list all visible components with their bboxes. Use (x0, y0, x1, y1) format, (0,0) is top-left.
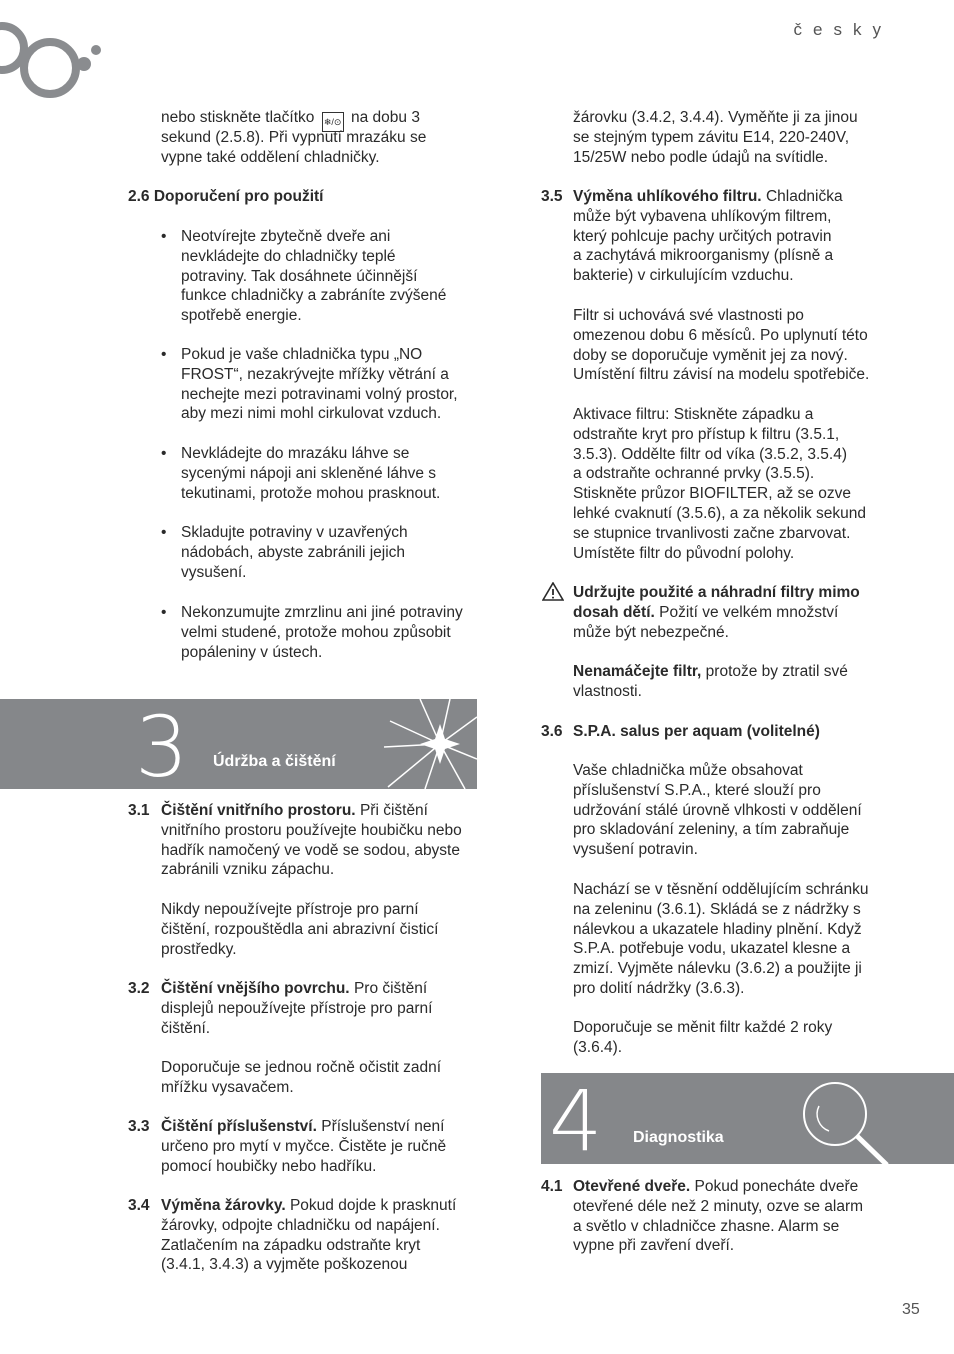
section-title: Čištění vnitřního prostoru. (161, 802, 356, 819)
paragraph-line: se stupnice trvanlivosti začne zbarvovat. (573, 524, 851, 542)
section-line: který pohlcuje pachy určitých potravin (573, 227, 832, 245)
section-line: (3.4.1, 3.4.3) a vyjměte poškozenou (161, 1256, 408, 1274)
paragraph-line: Umístění filtru závisí na modelu spotřebiče. (573, 366, 870, 384)
continuation-line: 15/25W nebo podle údajů na svítidle. (573, 148, 829, 166)
text: nebo stiskněte tlačítko (161, 109, 315, 126)
list-item-line: FROST“, nezakrývejte mřížky větrání a (181, 365, 449, 383)
section-line: může být vybavena uhlíkovým filtrem, (573, 207, 832, 225)
section-number: 3.1 (128, 802, 150, 819)
paragraph-line: Aktivace filtru: Stiskněte západku a (573, 406, 814, 423)
paragraph-line: na zeleninu (3.6.1). Skládá se z nádržky s (573, 900, 861, 918)
paragraph-line: udržování stálé úrovně vlhkosti v oddělení (573, 801, 862, 819)
section-line: bakterie) v cirkulujícím vzduchu. (573, 267, 794, 285)
bubbles-logo (0, 20, 110, 110)
list-item-line: Neotvírejte zbytečně dveře ani (181, 228, 391, 245)
section-title: Výměna uhlíkového filtru. (573, 188, 762, 205)
paragraph-line: lehké cvaknutí (3.5.6), a za několik sekund (573, 505, 866, 522)
chapter-4-title: Diagnostika (633, 1129, 724, 1146)
section-number: 3.4 (128, 1197, 150, 1214)
paragraph-line: mřížku vysavačem. (161, 1078, 294, 1096)
chapter-3-number: 3 (135, 699, 189, 789)
paragraph-line: a odstraňte ochranné prvky (3.5.5). (573, 465, 815, 483)
bullet-icon: • (161, 346, 167, 363)
chapter-3-band (0, 699, 477, 789)
section-title: Nenamáčejte filtr, (573, 663, 702, 680)
page-number: 35 (902, 1301, 920, 1318)
section-line: zabránili vzniku zápachu. (161, 861, 335, 879)
section-number: 3.5 (541, 188, 563, 205)
continuation-line-2: sekund (2.5.8). Při vypnutí mrazáku se (161, 129, 427, 146)
warning-bold: dosah dětí. (573, 603, 655, 621)
list-item-line: popáleniny v ústech. (181, 643, 323, 661)
text: Příslušenství není (321, 1118, 445, 1135)
list-item-line: aby mezi nimi mohl cirkulovat vzduch. (181, 405, 442, 423)
section-2-6-heading: 2.6 Doporučení pro použití (128, 188, 324, 205)
text: protože by ztratil své (705, 663, 848, 680)
list-item-line: velmi studené, protože mohou způsobit (181, 623, 451, 641)
list-item-line: potraviny. Tak dosáhnete účinnější (181, 267, 418, 285)
section-line: určeno pro mytí v myčce. Čistěte je ručně (161, 1137, 447, 1155)
list-item-line: Skladujte potraviny v uzavřených (181, 524, 408, 541)
list-item-line: nevkládejte do chladničky teplé (181, 247, 396, 265)
paragraph-line: čištění, rozpouštědla ani abrazivní čisticí (161, 920, 439, 938)
text: Při čištění (359, 802, 428, 819)
paragraph-line: Vaše chladnička může obsahovat (573, 762, 803, 779)
chapter-4-number: 4 (549, 1073, 603, 1164)
warning-line (573, 603, 838, 623)
section-first-line (161, 1196, 456, 1216)
continuation-line: žárovku (3.4.2, 3.4.4). Vyměňte ji za jinou (573, 109, 858, 126)
section-line: otevřené déle než 2 minuty, ozve se alarm (573, 1197, 864, 1215)
section-number: 4.1 (541, 1178, 563, 1195)
section-line: a světlo v chladničce zhasne. Alarm se (573, 1217, 840, 1235)
paragraph-line: 3.5.3). Oddělte filtr od víka (3.5.2, 3.5.4) (573, 445, 847, 463)
list-item-line: Nekonzumujte zmrzlinu ani jiné potraviny (181, 604, 463, 621)
list-item-line: tekutinami, protože mohou prasknout. (181, 484, 441, 502)
continuation-line-3: vypne také oddělení chladničky. (161, 149, 380, 166)
section-line: Zatlačením na západku odstraňte kryt (161, 1236, 421, 1254)
paragraph-line: Nikdy nepoužívejte přístroje pro parní (161, 901, 419, 918)
section-title: Otevřené dveře. (573, 1178, 691, 1195)
paragraph-line: pro dolití nádržky (3.6.3). (573, 980, 745, 997)
text: na dobu 3 (351, 109, 420, 126)
list-item-line: Pokud je vaše chladnička typu „NO (181, 346, 423, 363)
paragraph-line: Umístěte filtr do původní polohy. (573, 544, 795, 562)
paragraph-line: příslušenství S.P.A., které slouží pro (573, 781, 821, 799)
chapter-3-title: Údržba a čištění (213, 753, 336, 770)
list-item-line: sycenými nápoji ani skleněné láhve s (181, 464, 437, 482)
paragraph-line: vysušení potravin. (573, 841, 698, 859)
no-wet-first-line (573, 662, 848, 682)
section-line: hadřík namočený ve vodě se sodou, abyste (161, 841, 460, 859)
chapter-4-band (541, 1073, 954, 1164)
section-line: vnitřního prostoru používejte houbičku nebo (161, 821, 462, 839)
section-title: S.P.A. salus per aquam (volitelné) (573, 723, 820, 740)
text: Pokud dojde k prasknutí (289, 1197, 457, 1214)
section-line: a zachytává mikroorganismy (plísně a (573, 247, 834, 265)
paragraph-line: vlastnosti. (573, 682, 642, 700)
paragraph-line: zmizí. Vyjměte nálevku (3.6.2) a použijte ji (573, 960, 862, 978)
section-first-line (161, 1117, 444, 1137)
section-title: Výměna žárovky. (161, 1197, 286, 1214)
paragraph-line: pro skladování zeleniny, a tím zabraňuje (573, 821, 850, 839)
continuation-line: se stejným typem závitu E14, 220-240V, (573, 128, 849, 146)
list-item-line: spotřebě energie. (181, 307, 302, 325)
section-first-line (161, 979, 427, 999)
bullet-icon: • (161, 445, 167, 462)
paragraph-line: omezenou dobu 6 měsíců. Po uplynutí této (573, 326, 868, 344)
paragraph-line: doby se doporučuje vyměnit jej za nový. (573, 346, 848, 364)
section-title: Čištění příslušenství. (161, 1118, 317, 1135)
paragraph-line: Filtr si uchovává své vlastnosti po (573, 307, 804, 324)
sparkle-icon (380, 699, 477, 789)
section-line: displejů nepoužívejte přístroje pro parní (161, 999, 433, 1017)
section-line: čištění. (161, 1019, 211, 1037)
paragraph-line: Doporučuje se měnit filtr každé 2 roky (573, 1019, 833, 1036)
section-first-line (161, 801, 428, 821)
section-line: pomocí houbičky nebo hadříku. (161, 1157, 377, 1175)
list-item-line: nechejte mezi potravinami volný prostor, (181, 385, 458, 403)
bullet-icon: • (161, 604, 167, 621)
list-item-line: Nevkládejte do mrazáku láhve se (181, 445, 410, 462)
warning-bold-line: Udržujte použité a náhradní filtry mimo (573, 584, 860, 601)
text: Pro čištění (353, 980, 428, 997)
section-line: žárovky, odpojte chladničku od napájení. (161, 1216, 440, 1234)
section-line: vypne při zavření dveří. (573, 1237, 735, 1255)
paragraph-line: (3.6.4). (573, 1038, 623, 1056)
section-first-line (573, 187, 843, 207)
freeze-button-icon: ❄/⊙ (322, 112, 344, 132)
section-title: Čištění vnějšího povrchu. (161, 980, 350, 997)
text: Pokud ponecháte dveře (694, 1178, 859, 1195)
paragraph-line: Doporučuje se jednou ročně očistit zadní (161, 1059, 442, 1076)
text: Chladnička (765, 188, 843, 205)
warning-line: může být nebezpečné. (573, 623, 729, 641)
magnifier-icon (799, 1081, 899, 1164)
text: Požití ve velkém množství (659, 603, 839, 621)
warning-triangle-icon (542, 582, 564, 601)
paragraph-line: odstraňte kryt pro přístup k filtru (3.5.1, (573, 425, 840, 443)
paragraph-line: prostředky. (161, 940, 237, 958)
list-item-line: vysušení. (181, 563, 247, 581)
paragraph-line: Stiskněte průzor BIOFILTER, až se ozve (573, 485, 851, 503)
section-number: 3.6 (541, 723, 563, 740)
list-item-line: funkce chladničky a zabráníte zvýšené (181, 287, 447, 305)
bullet-icon: • (161, 228, 167, 245)
bullet-icon: • (161, 524, 167, 541)
language-label: česky (793, 20, 892, 39)
section-number: 3.2 (128, 980, 150, 997)
paragraph-line: nálevkou a ukazatele hladiny plnění. Když (573, 920, 862, 938)
section-number: 3.3 (128, 1118, 150, 1135)
paragraph-line: Nachází se v těsnění oddělujícím schránku (573, 881, 869, 898)
paragraph-line: S.P.A. potřebuje vodu, ukazatel klesne a (573, 940, 851, 958)
section-first-line (573, 1177, 858, 1197)
list-item-line: nádobách, abyste zabránili jejich (181, 543, 406, 561)
